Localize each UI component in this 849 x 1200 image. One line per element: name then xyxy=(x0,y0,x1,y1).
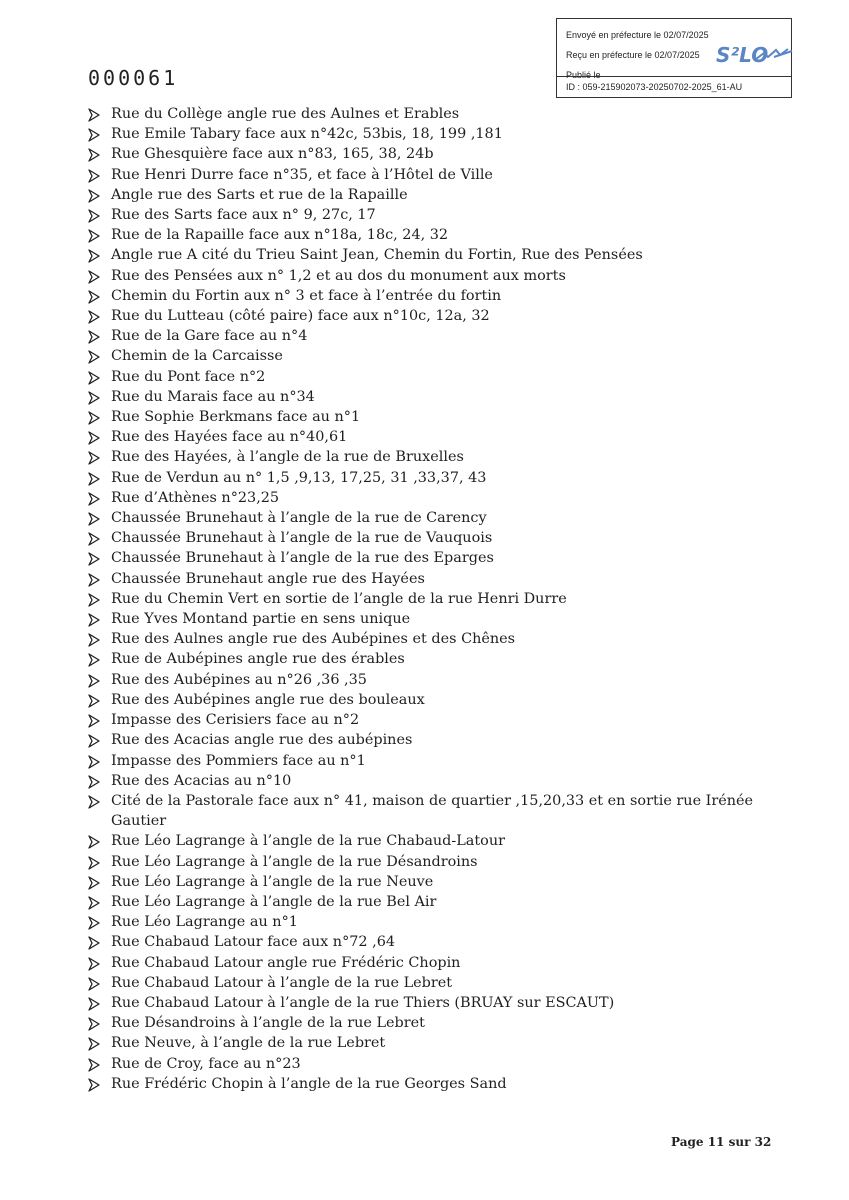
list-item xyxy=(86,346,776,366)
list-item-text: Rue de Verdun au n° 1,5 ,9,13, 17,25, 31 ,33,37, 43 xyxy=(111,469,487,486)
arrow-bullet-icon xyxy=(86,771,102,791)
list-item-text: Rue de Aubépines angle rue des érables xyxy=(111,651,405,668)
arrow-bullet-icon xyxy=(86,548,102,568)
list-item-text: Rue Désandroins à l’angle de la rue Lebret xyxy=(111,1015,425,1032)
arrow-bullet-icon xyxy=(86,508,102,528)
arrow-bullet-icon xyxy=(86,286,102,306)
arrow-bullet-icon xyxy=(86,791,102,811)
list-item xyxy=(86,912,776,932)
arrow-bullet-icon xyxy=(86,1033,102,1053)
list-item-text: Impasse des Cerisiers face au n°2 xyxy=(111,712,360,729)
list-item-text: Rue Ghesquière face aux n°83, 165, 38, 24b xyxy=(111,146,434,163)
arrow-bullet-icon xyxy=(86,953,102,973)
arrow-bullet-icon xyxy=(86,710,102,730)
list-item-text: Cité de la Pastorale face aux n° 41, maison de quartier ,15,20,33 et en sortie rue Irénée Gautier xyxy=(111,792,754,830)
list-item xyxy=(86,286,776,306)
list-item xyxy=(86,569,776,589)
list-item-text: Rue d’Athènes n°23,25 xyxy=(111,489,280,506)
arrow-bullet-icon xyxy=(86,609,102,629)
list-item-text: Chaussée Brunehaut à l’angle de la rue de Vauquois xyxy=(111,530,493,547)
list-item xyxy=(86,508,776,528)
list-item xyxy=(86,104,776,124)
arrow-bullet-icon xyxy=(86,245,102,265)
page-footer xyxy=(671,1135,771,1149)
list-item-text: Rue du Chemin Vert en sortie de l’angle de la rue Henri Durre xyxy=(111,590,567,607)
list-item-text: Rue des Pensées aux n° 1,2 et au dos du monument aux morts xyxy=(111,267,566,284)
list-item-text: Rue Henri Durre face n°35, et face à l’Hôtel de Ville xyxy=(111,166,493,183)
list-item-text: Rue des Aubépines angle rue des bouleaux xyxy=(111,691,425,708)
list-item-text: Rue des Acacias angle rue des aubépines xyxy=(111,732,413,749)
list-item xyxy=(86,266,776,286)
list-item-text: Rue Chabaud Latour à l’angle de la rue Thiers (BRUAY sur ESCAUT) xyxy=(111,994,615,1011)
list-item-text: Rue des Acacias au n°10 xyxy=(111,772,292,789)
list-item-text: Angle rue A cité du Trieu Saint Jean, Chemin du Fortin, Rue des Pensées xyxy=(111,247,643,264)
list-item xyxy=(86,629,776,649)
list-item-text: Rue du Pont face n°2 xyxy=(111,368,266,385)
list-item xyxy=(86,528,776,548)
list-item-text: Rue des Aubépines au n°26 ,36 ,35 xyxy=(111,671,367,688)
list-item xyxy=(86,751,776,771)
list-item xyxy=(86,326,776,346)
document-number: 000061 xyxy=(88,66,179,90)
arrow-bullet-icon xyxy=(86,367,102,387)
list-item xyxy=(86,730,776,750)
list-item-text: Rue du Marais face au n°34 xyxy=(111,388,315,405)
list-item xyxy=(86,387,776,407)
arrow-bullet-icon xyxy=(86,488,102,508)
stamp-published: Publié le xyxy=(566,70,601,80)
list-item xyxy=(86,205,776,225)
list-item-text: Impasse des Pommiers face au n°1 xyxy=(111,752,366,769)
arrow-bullet-icon xyxy=(86,751,102,771)
list-item xyxy=(86,670,776,690)
list-item-text: Rue de Croy, face au n°23 xyxy=(111,1055,301,1072)
slo-logo xyxy=(716,43,768,67)
arrow-bullet-icon xyxy=(86,407,102,427)
arrow-bullet-icon xyxy=(86,872,102,892)
list-item xyxy=(86,791,776,831)
list-item xyxy=(86,548,776,568)
list-item-text: Angle rue des Sarts et rue de la Rapaille xyxy=(111,186,408,203)
list-item-text: Rue Léo Lagrange à l’angle de la rue Neuve xyxy=(111,873,434,890)
list-item xyxy=(86,245,776,265)
list-item xyxy=(86,468,776,488)
list-item xyxy=(86,993,776,1013)
list-item xyxy=(86,690,776,710)
list-item-text: Rue du Collège angle rue des Aulnes et Erables xyxy=(111,106,460,122)
list-item-text: Rue Sophie Berkmans face au n°1 xyxy=(111,409,361,426)
list-item-text: Rue de la Rapaille face aux n°18a, 18c, 24, 32 xyxy=(111,227,449,244)
arrow-bullet-icon xyxy=(86,649,102,669)
list-item-text: Rue de la Gare face au n°4 xyxy=(111,328,308,345)
list-item-text: Rue des Hayées face au n°40,61 xyxy=(111,429,348,446)
list-item-text: Rue Léo Lagrange à l’angle de la rue Chabaud-Latour xyxy=(111,833,505,850)
list-item xyxy=(86,427,776,447)
footer-page-number: 11 xyxy=(707,1135,725,1149)
arrow-bullet-icon xyxy=(86,104,102,124)
arrow-bullet-icon xyxy=(86,892,102,912)
arrow-bullet-icon xyxy=(86,387,102,407)
footer-page-label: Page xyxy=(671,1135,704,1149)
slo-swoosh-icon xyxy=(754,47,794,65)
list-item xyxy=(86,367,776,387)
footer-sur-label: sur xyxy=(728,1135,751,1149)
list-item-text: Rue Léo Lagrange à l’angle de la rue Bel Air xyxy=(111,893,437,910)
list-item xyxy=(86,1074,776,1094)
list-item-text: Rue Frédéric Chopin à l’angle de la rue Georges Sand xyxy=(111,1075,507,1092)
list-item-text: Rue Chabaud Latour à l’angle de la rue Lebret xyxy=(111,974,453,991)
arrow-bullet-icon xyxy=(86,124,102,144)
list-item xyxy=(86,488,776,508)
arrow-bullet-icon xyxy=(86,468,102,488)
list-item xyxy=(86,831,776,851)
list-item xyxy=(86,649,776,669)
arrow-bullet-icon xyxy=(86,670,102,690)
list-item-text: Rue du Lutteau (côté paire) face aux n°10c, 12a, 32 xyxy=(111,308,490,325)
list-item xyxy=(86,225,776,245)
arrow-bullet-icon xyxy=(86,730,102,750)
list-item-text: Chaussée Brunehaut angle rue des Hayées xyxy=(111,570,425,587)
list-item-text: Rue Chabaud Latour angle rue Frédéric Chopin xyxy=(111,954,461,971)
arrow-bullet-icon xyxy=(86,973,102,993)
list-item-text: Chemin du Fortin aux n° 3 et face à l’entrée du fortin xyxy=(111,287,502,304)
list-item xyxy=(86,953,776,973)
list-item-text: Rue des Hayées, à l’angle de la rue de Bruxelles xyxy=(111,449,464,466)
list-item-text: Rue Yves Montand partie en sens unique xyxy=(111,611,411,628)
arrow-bullet-icon xyxy=(86,932,102,952)
stamp-sent-date: Envoyé en préfecture le 02/07/2025 xyxy=(566,30,709,40)
list-item-text: Rue Léo Lagrange à l’angle de la rue Désandroins xyxy=(111,853,478,870)
list-item xyxy=(86,1033,776,1053)
street-list xyxy=(86,104,776,1094)
arrow-bullet-icon xyxy=(86,589,102,609)
list-item-text: Rue des Sarts face aux n° 9, 27c, 17 xyxy=(111,207,376,224)
list-item xyxy=(86,892,776,912)
stamp-id: ID : 059-215902073-20250702-2025_61-AU xyxy=(557,76,791,97)
list-item xyxy=(86,609,776,629)
list-item-text: Chaussée Brunehaut à l’angle de la rue des Eparges xyxy=(111,550,494,567)
list-item xyxy=(86,589,776,609)
list-item xyxy=(86,165,776,185)
list-item-text: Chemin de la Carcaisse xyxy=(111,348,283,365)
arrow-bullet-icon xyxy=(86,326,102,346)
list-item-text: Rue des Aulnes angle rue des Aubépines et des Chênes xyxy=(111,631,516,648)
arrow-bullet-icon xyxy=(86,447,102,467)
list-item-text: Rue Chabaud Latour face aux n°72 ,64 xyxy=(111,934,396,951)
list-item xyxy=(86,306,776,326)
list-item xyxy=(86,771,776,791)
list-item xyxy=(86,872,776,892)
arrow-bullet-icon xyxy=(86,690,102,710)
list-item xyxy=(86,124,776,144)
slo-logo-text: S²LO xyxy=(716,43,769,67)
arrow-bullet-icon xyxy=(86,185,102,205)
list-item xyxy=(86,932,776,952)
list-item xyxy=(86,1054,776,1074)
list-item xyxy=(86,973,776,993)
arrow-bullet-icon xyxy=(86,225,102,245)
list-item-text: Rue Neuve, à l’angle de la rue Lebret xyxy=(111,1035,386,1052)
arrow-bullet-icon xyxy=(86,346,102,366)
stamp-received-date: Reçu en préfecture le 02/07/2025 xyxy=(566,50,700,60)
list-item-text: Rue Emile Tabary face aux n°42c, 53bis, 18, 199 ,181 xyxy=(111,126,503,143)
arrow-bullet-icon xyxy=(86,629,102,649)
arrow-bullet-icon xyxy=(86,993,102,1013)
list-item-text: Chaussée Brunehaut à l’angle de la rue de Carency xyxy=(111,510,487,527)
arrow-bullet-icon xyxy=(86,1074,102,1094)
arrow-bullet-icon xyxy=(86,144,102,164)
arrow-bullet-icon xyxy=(86,569,102,589)
arrow-bullet-icon xyxy=(86,912,102,932)
arrow-bullet-icon xyxy=(86,427,102,447)
list-item xyxy=(86,852,776,872)
footer-page-total: 32 xyxy=(754,1135,772,1149)
list-item xyxy=(86,447,776,467)
arrow-bullet-icon xyxy=(86,831,102,851)
list-item xyxy=(86,1013,776,1033)
arrow-bullet-icon xyxy=(86,528,102,548)
arrow-bullet-icon xyxy=(86,1054,102,1074)
arrow-bullet-icon xyxy=(86,165,102,185)
list-item xyxy=(86,185,776,205)
list-item xyxy=(86,144,776,164)
arrow-bullet-icon xyxy=(86,852,102,872)
list-item xyxy=(86,407,776,427)
arrow-bullet-icon xyxy=(86,306,102,326)
list-item-text: Rue Léo Lagrange au n°1 xyxy=(111,914,298,931)
arrow-bullet-icon xyxy=(86,1013,102,1033)
list-item xyxy=(86,710,776,730)
arrow-bullet-icon xyxy=(86,205,102,225)
arrow-bullet-icon xyxy=(86,266,102,286)
